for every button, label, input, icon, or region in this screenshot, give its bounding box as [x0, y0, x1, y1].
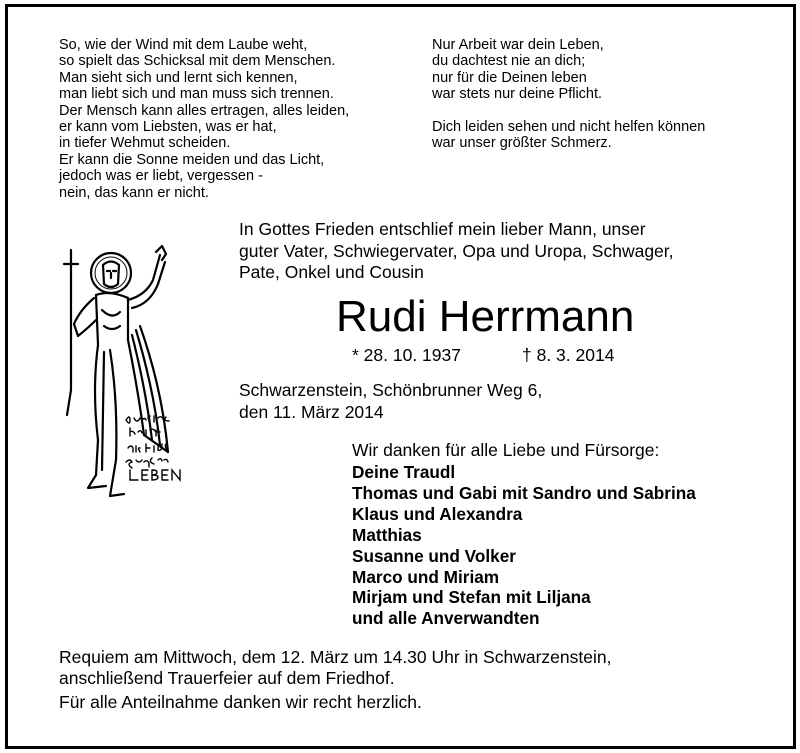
poem-right — [432, 37, 705, 152]
address-block — [239, 380, 542, 423]
thanks-text: Wir danken für alle Liebe und Fürsorge: — [352, 440, 660, 460]
poem-line: in tiefer Wehmut scheiden. — [59, 135, 231, 152]
mourner-item: Matthias — [352, 524, 422, 545]
mourner-item: Mirjam und Stefan mit Liljana — [352, 587, 591, 608]
poem-line: nein, das kann er nicht. — [59, 184, 209, 201]
poem-line: Nur Arbeit war dein Leben, — [432, 37, 604, 53]
poem-line: man liebt sich und man muss sich trennen. — [59, 86, 334, 103]
poem-line: Der Mensch kann alles ertragen, alles leiden, — [59, 102, 350, 119]
birth-date: * 28. 10. 1937 — [352, 345, 461, 365]
deceased-name: Rudi Herrmann — [336, 292, 635, 341]
intro-line: In Gottes Frieden entschlief mein lieber Mann, unser — [239, 219, 646, 239]
poem-line: Er kann die Sonne meiden und das Licht, — [59, 151, 325, 168]
requiem-info — [59, 647, 611, 689]
poem-line: So, wie der Wind mit dem Laube weht, — [59, 37, 308, 53]
poem-left — [59, 37, 349, 201]
requiem-line: anschließend Trauerfeier auf dem Friedhof. — [59, 668, 395, 688]
poem-line: war stets nur deine Pflicht. — [432, 86, 603, 103]
risen-christ-illustration — [58, 240, 188, 505]
mourner-item: und alle Anverwandten — [352, 608, 540, 629]
mourner-item: Deine Traudl — [352, 462, 456, 482]
poem-line: du dachtest nie an dich; — [432, 53, 586, 70]
address-line: den 11. März 2014 — [239, 401, 384, 422]
closing-thanks: Für alle Anteilnahme danken wir recht herzlich. — [59, 692, 422, 712]
poem-line: war unser größter Schmerz. — [432, 135, 612, 152]
death-date: † 8. 3. 2014 — [522, 345, 615, 365]
mourner-item: Thomas und Gabi mit Sandro und Sabrina — [352, 482, 696, 503]
poem-spacer — [432, 103, 705, 119]
intro-line: Pate, Onkel und Cousin — [239, 262, 424, 282]
intro-line: guter Vater, Schwiegervater, Opa und Uropa, Schwager, — [239, 240, 674, 261]
mourner-item: Susanne und Volker — [352, 545, 516, 566]
poem-line: jedoch was er liebt, vergessen - — [59, 168, 263, 185]
mourner-item: Klaus und Alexandra — [352, 503, 523, 524]
poem-line: Dich leiden sehen und nicht helfen können — [432, 119, 706, 136]
poem-line: so spielt das Schicksal mit dem Menschen. — [59, 53, 336, 70]
poem-line: nur für die Deinen leben — [432, 69, 587, 86]
requiem-line: Requiem am Mittwoch, dem 12. März um 14.30 Uhr in Schwarzenstein, — [59, 647, 612, 667]
mourners-list — [352, 462, 696, 629]
address-line: Schwarzenstein, Schönbrunner Weg 6, — [239, 380, 543, 400]
intro-text — [239, 219, 674, 284]
poem-line: er kann vom Liebsten, was er hat, — [59, 119, 277, 136]
mourner-item: Marco und Miriam — [352, 566, 500, 587]
poem-line: Man sieht sich und lernt sich kennen, — [59, 69, 298, 86]
